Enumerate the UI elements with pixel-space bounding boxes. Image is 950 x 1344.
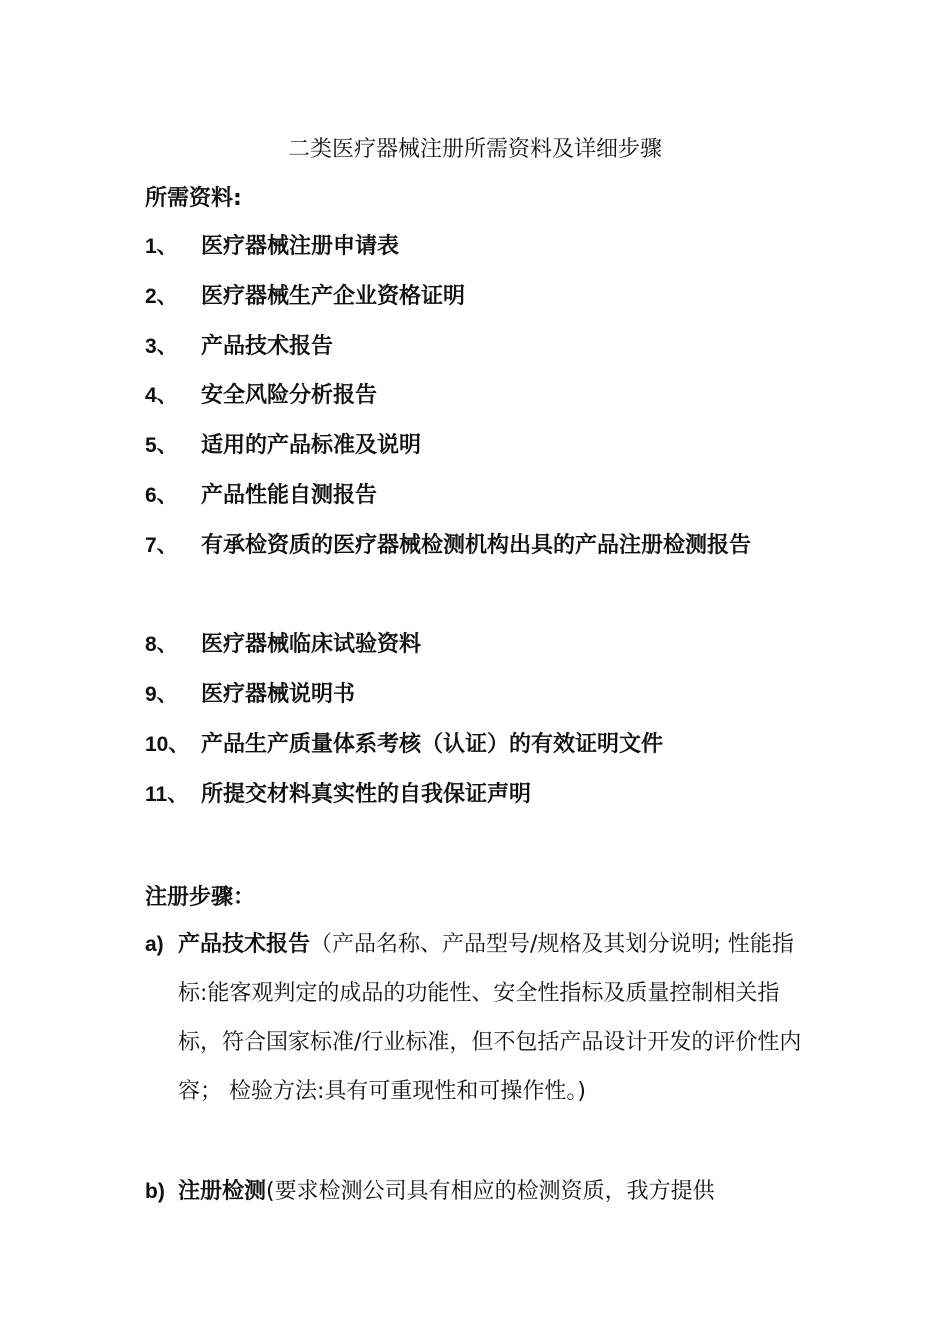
list-item-text: 医疗器械临床试验资料 [201, 632, 422, 657]
list-item-number: 5、 [145, 434, 178, 457]
list-item-text: 医疗器械说明书 [201, 682, 356, 707]
step-description: (要求检测公司具有相应的检测资质，我方提供 [266, 1179, 715, 1204]
step-heading: 产品技术报告 [178, 932, 311, 957]
list-item-number: 6、 [145, 484, 178, 507]
list-item-text: 适用的产品标准及说明 [201, 433, 422, 458]
list-item-number: 10、 [145, 733, 190, 756]
list-item-number: 3、 [145, 335, 178, 358]
steps-heading: 注册步骤： [145, 885, 256, 910]
list-item-number: 9、 [145, 683, 178, 706]
step-body [178, 920, 820, 1116]
list-item-number: 1、 [145, 235, 178, 258]
list-item-text: 所提交材料真实性的自我保证声明 [201, 782, 532, 807]
list-item-text: 有承检资质的医疗器械检测机构出具的产品注册检测报告 [201, 533, 752, 558]
list-item-text: 医疗器械生产企业资格证明 [201, 284, 466, 309]
list-item-number: 4、 [145, 384, 178, 407]
step-letter: b) [145, 1180, 165, 1203]
list-item-number: 11、 [145, 783, 189, 806]
step-letter: a) [145, 933, 164, 956]
materials-heading: 所需资料: [145, 186, 242, 211]
list-item-text: 产品生产质量体系考核（认证）的有效证明文件 [201, 732, 664, 757]
list-item-number: 8、 [145, 633, 178, 656]
list-item-number: 7、 [145, 534, 178, 557]
list-item-text: 医疗器械注册申请表 [201, 234, 400, 259]
list-item-text: 安全风险分析报告 [201, 383, 378, 408]
list-item-text: 产品性能自测报告 [201, 483, 378, 508]
step-description: （产品名称、产品型号/规格及其划分说明; 性能指标:能客观判定的成品的功能性、安全性指标及质量控制相关指标，符合国家标准/行业标准，但不包括产品设计开发的评价性内容； 检验方法:具有可重现性和可操作性。) [178, 932, 802, 1104]
list-item-number: 2、 [145, 285, 178, 308]
step-body [178, 1167, 820, 1216]
step-heading: 注册检测 [178, 1179, 267, 1204]
list-item-text: 产品技术报告 [201, 334, 334, 359]
document-title: 二类医疗器械注册所需资料及详细步骤 [287, 137, 662, 162]
